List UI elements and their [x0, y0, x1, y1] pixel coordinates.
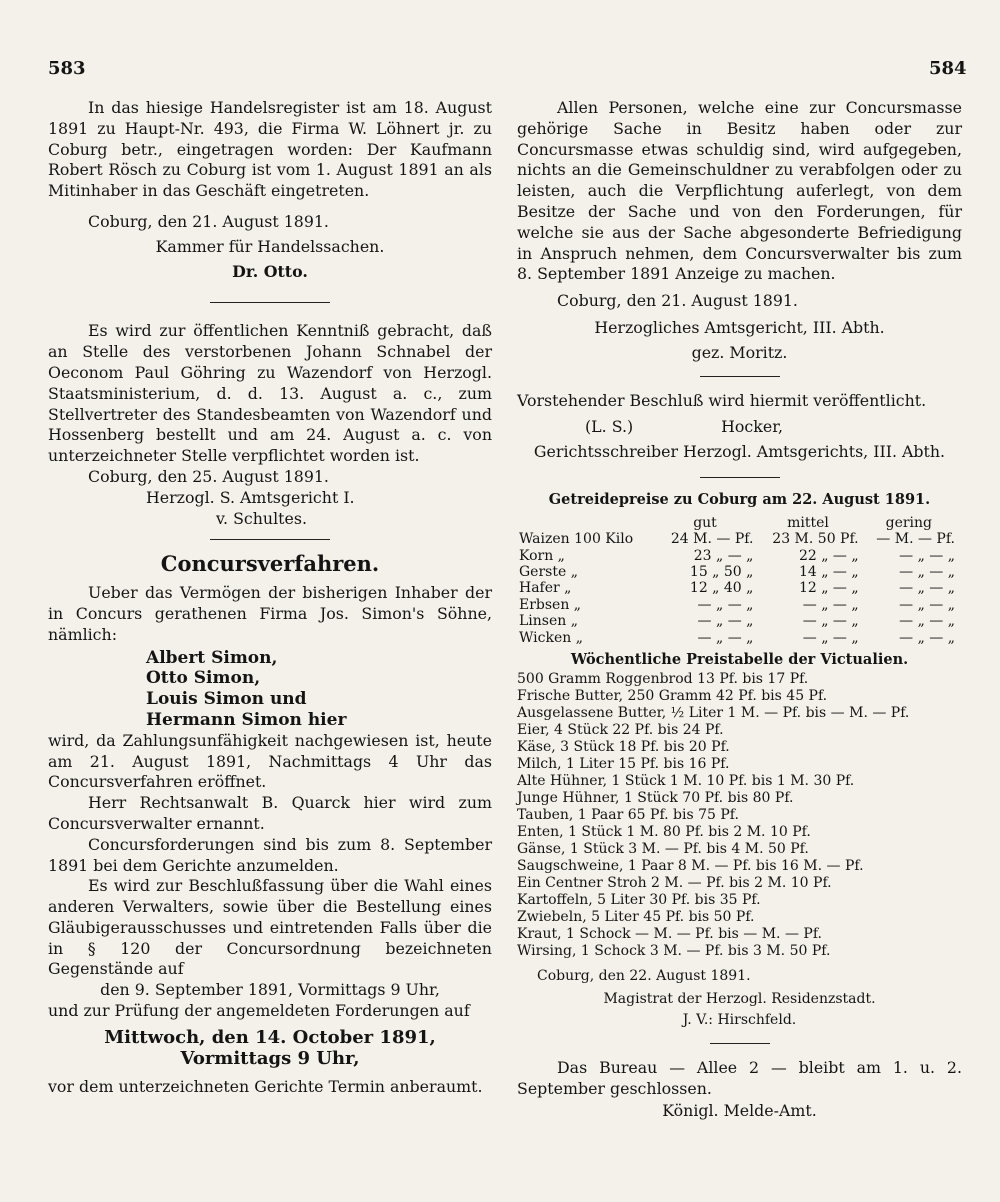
register-notice-dateline: Coburg, den 21. August 1891. — [88, 211, 329, 231]
divider — [210, 539, 330, 540]
list-item: Saugschweine, 1 Paar 8 M. — Pf. bis 16 M. — Pf. — [517, 857, 864, 874]
grain-name: Korn „ — [519, 547, 565, 564]
clerk-title: Gerichtsschreiber Herzogl. Amtsgerichts, III. Abth. — [533, 442, 946, 462]
page-number-right: 584 — [929, 58, 967, 79]
list-item: Ausgelassene Butter, ½ Liter 1 M. — Pf. bis — M. — Pf. — [517, 704, 910, 721]
list-item: Enten, 1 Stück 1 M. 80 Pf. bis 2 M. 10 Pf. — [517, 823, 811, 840]
price-cell: 12 „ 40 „ — [689, 580, 754, 597]
price-cell: 22 „ — „ — [798, 547, 859, 564]
register-notice-signature: Dr. Otto. — [232, 261, 308, 281]
debtor-name: Otto Simon, — [146, 668, 261, 689]
bureau-notice-body: Das Bureau — Allee 2 — bleibt am 1. u. 2. September geschlossen. — [517, 1057, 962, 1098]
debtor-name: Albert Simon, — [146, 647, 278, 668]
table-row — [517, 564, 957, 580]
list-item: Tauben, 1 Paar 65 Pf. bis 75 Pf. — [517, 806, 739, 823]
grain-name: Hafer „ — [519, 580, 572, 597]
table-row — [517, 531, 957, 547]
registrar-notice-body: Es wird zur öffentlichen Kenntniß gebracht, daß an Stelle des verstorbenen Johann Schnabel der Oeconom Paul Göhring zu Wazendorf von Herzogl. Staatsministerium, d. d. 13. August a. c., zum Stellvertreter des Standesbeamten von Wazendorf und Hossenberg bestellt und am 24. August a. c. von unterzeichneter Stelle verpflichtet worden ist. — [48, 321, 492, 466]
victuals-title: Wöchentliche Preistabelle der Victualien. — [570, 651, 909, 668]
price-cell: 23 M. 50 Pf. — [772, 531, 859, 548]
list-item: Kraut, 1 Schock — M. — Pf. bis — M. — Pf. — [517, 925, 822, 942]
price-cell: — „ — „ — [802, 613, 859, 630]
seal: (L. S.) — [585, 417, 634, 437]
divider — [710, 1043, 770, 1044]
register-notice-authority: Kammer für Handelssachen. — [155, 236, 385, 256]
table-row — [517, 548, 957, 564]
price-cell: — „ — „ — [899, 547, 955, 564]
victuals-authority: Magistrat der Herzogl. Residenzstadt. — [603, 990, 876, 1007]
list-item: Milch, 1 Liter 15 Pf. bis 16 Pf. — [517, 755, 730, 772]
divider — [210, 302, 330, 303]
table-row — [517, 613, 957, 629]
divider — [700, 376, 780, 377]
concurs-continuation-body: Allen Personen, welche eine zur Concursmasse gehörige Sache in Besitz haben oder zur Concursmasse etwas schuldig sind, wird aufgegeben, nichts an die Gemeinschuldner zu verabfolgen oder zu leisten, auch die Verpflichtung auferlegt, von dem Besitze der Sache und von den Forderungen, für welche sie aus der Sache abgesonderte Befriedigung in Anspruch nehmen, dem Concursverwalter bis zum 8. September 1891 Anzeige zu machen. — [517, 98, 962, 284]
price-cell: — „ — „ — [697, 596, 754, 613]
price-cell: — „ — „ — [899, 563, 955, 580]
concurs-exam-date: Mittwoch, den 14. October 1891, — [104, 1026, 436, 1048]
victuals-list — [517, 671, 962, 960]
column-header: gering — [885, 514, 933, 531]
list-item: Alte Hühner, 1 Stück 1 M. 10 Pf. bis 1 M. 30 Pf. — [517, 772, 855, 789]
price-cell: — „ — „ — [899, 613, 955, 630]
debtor-name: Hermann Simon hier — [146, 709, 347, 730]
grain-prices-table — [517, 515, 957, 646]
grain-prices-title: Getreidepreise zu Coburg am 22. August 1891. — [548, 490, 931, 508]
grain-name: Erbsen „ — [519, 596, 582, 613]
list-item: Ein Centner Stroh 2 M. — Pf. bis 2 M. 10 Pf. — [517, 874, 832, 891]
bureau-notice-signature: Königl. Melde-Amt. — [662, 1101, 817, 1121]
grain-name: Linsen „ — [519, 613, 578, 630]
concurs-heading: Concursverfahren. — [160, 551, 380, 577]
grain-name: Wicken „ — [519, 629, 583, 646]
registrar-notice-authority: Herzogl. S. Amtsgericht I. — [146, 487, 355, 507]
price-cell: — M. — Pf. — [876, 531, 955, 548]
column-header: gut — [693, 514, 717, 531]
list-item: Kartoffeln, 5 Liter 30 Pf. bis 35 Pf. — [517, 891, 761, 908]
concurs-administrator: Herr Rechtsanwalt B. Quarck hier wird zum Concursverwalter ernannt. — [48, 793, 492, 833]
concurs-exam-time: Vormittags 9 Uhr, — [180, 1047, 360, 1069]
concurs-continuation-signature: gez. Moritz. — [691, 342, 788, 362]
list-item: Junge Hühner, 1 Stück 70 Pf. bis 80 Pf. — [517, 789, 794, 806]
price-cell: — „ — „ — [697, 613, 754, 630]
publication-note: Vorstehender Beschluß wird hiermit veröffentlicht. — [517, 390, 927, 410]
price-cell: — „ — „ — [697, 629, 754, 646]
clerk-name: Hocker, — [721, 417, 784, 437]
price-cell: — „ — „ — [802, 629, 859, 646]
price-cell: 15 „ 50 „ — [689, 563, 754, 580]
list-item: Eier, 4 Stück 22 Pf. bis 24 Pf. — [517, 721, 724, 738]
grain-name: Waizen 100 Kilo — [519, 531, 634, 548]
debtor-name: Louis Simon und — [146, 689, 307, 710]
concurs-continuation-dateline: Coburg, den 21. August 1891. — [557, 291, 798, 311]
table-row — [517, 597, 957, 613]
list-item: Käse, 3 Stück 18 Pf. bis 20 Pf. — [517, 738, 730, 755]
table-row — [517, 630, 957, 646]
price-cell: — „ — „ — [899, 596, 955, 613]
left-column — [48, 98, 492, 1098]
page-number-left: 583 — [48, 58, 86, 79]
price-cell: 12 „ — „ — [798, 580, 859, 597]
registrar-notice-dateline: Coburg, den 25. August 1891. — [88, 466, 329, 486]
registrar-notice-signature: v. Schultes. — [216, 508, 307, 528]
concurs-claims: Concursforderungen sind bis zum 8. September 1891 bei dem Gerichte anzumelden. — [48, 834, 492, 875]
table-row — [517, 580, 957, 596]
list-item: Zwiebeln, 5 Liter 45 Pf. bis 50 Pf. — [517, 908, 755, 925]
victuals-dateline: Coburg, den 22. August 1891. — [537, 967, 751, 984]
price-cell: 14 „ — „ — [798, 563, 859, 580]
grain-header-row — [517, 515, 957, 531]
concurs-continuation-authority: Herzogliches Amtsgericht, III. Abth. — [594, 317, 885, 337]
debtor-names — [48, 648, 492, 731]
price-cell: — „ — „ — [802, 596, 859, 613]
divider — [700, 477, 780, 478]
concurs-closing: vor dem unterzeichneten Gerichte Termin anberaumt. — [48, 1077, 483, 1097]
concurs-meeting: Es wird zur Beschlußfassung über die Wahl eines anderen Verwalters, sowie über die Bestellung eines Gläubigerausschusses und eintretenden Falls über die in § 120 der Concursordnung bezeichneten Gegenstände auf — [48, 876, 492, 979]
concurs-opening: wird, da Zahlungsunfähigkeit nachgewiesen ist, heute am 21. August 1891, Nachmittags 4 Uhr das Concursverfahren eröffnet. — [48, 730, 492, 792]
list-item: Frische Butter, 250 Gramm 42 Pf. bis 45 Pf. — [517, 687, 828, 704]
price-cell: 24 M. — Pf. — [670, 531, 754, 548]
price-cell: — „ — „ — [899, 580, 955, 597]
list-item: Gänse, 1 Stück 3 M. — Pf. bis 4 M. 50 Pf. — [517, 840, 809, 857]
victuals-signature: J. V.: Hirschfeld. — [682, 1011, 797, 1028]
concurs-examination: und zur Prüfung der angemeldeten Forderungen auf — [48, 1001, 470, 1021]
column-header: mittel — [787, 514, 829, 531]
grain-name: Gerste „ — [519, 563, 578, 580]
list-item: Wirsing, 1 Schock 3 M. — Pf. bis 3 M. 50 Pf. — [517, 942, 831, 959]
concurs-intro: Ueber das Vermögen der bisherigen Inhaber der in Concurs gerathenen Firma Jos. Simon's Söhne, nämlich: — [48, 583, 492, 644]
list-item: 500 Gramm Roggenbrod 13 Pf. bis 17 Pf. — [517, 670, 809, 687]
register-notice-body: In das hiesige Handelsregister ist am 18. August 1891 zu Haupt-Nr. 493, die Firma W. Löhnert jr. zu Coburg betr., eingetragen worden: Der Kaufmann Robert Rösch zu Coburg ist vom 1. August 1891 an als Mitinhaber in das Geschäft eingetreten. — [48, 98, 492, 201]
price-cell: 23 „ — „ — [693, 547, 754, 564]
right-column — [517, 98, 962, 1122]
concurs-meeting-date: den 9. September 1891, Vormittags 9 Uhr, — [100, 980, 440, 1000]
price-cell: — „ — „ — [899, 629, 955, 646]
seal-line — [517, 417, 962, 438]
